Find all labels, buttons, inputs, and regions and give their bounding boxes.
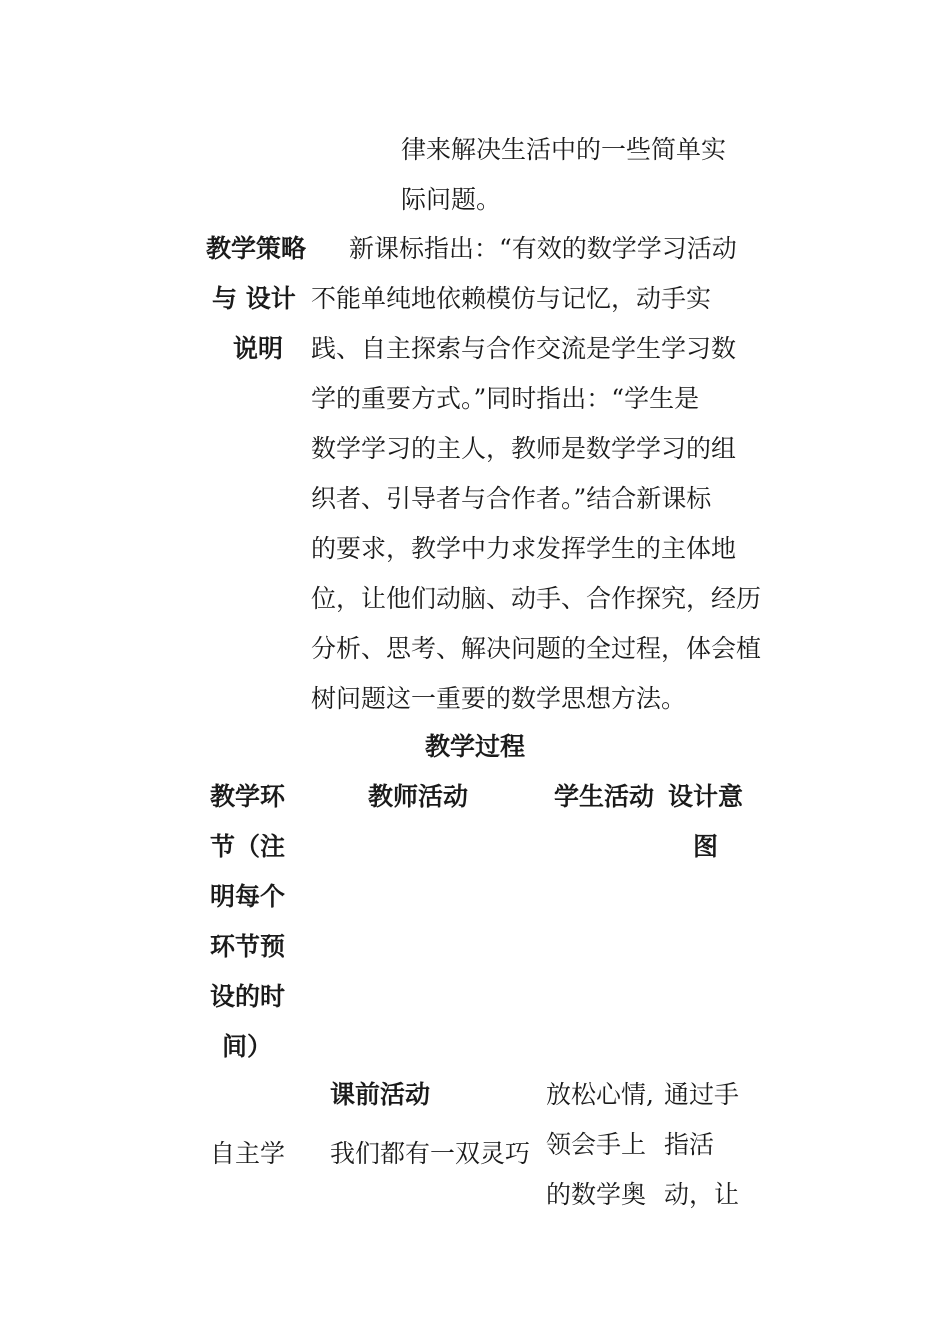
header-line: 间） bbox=[222, 1032, 273, 1061]
header-teacher: 教师活动 bbox=[368, 782, 469, 811]
header-intent bbox=[668, 772, 743, 872]
text-line: 新课标指出：“有效的数学学习活动 bbox=[349, 234, 737, 263]
header-line: 教学环 bbox=[210, 782, 286, 811]
strategy-label-line-1: 教学策略 bbox=[206, 234, 307, 263]
design-intent-cell bbox=[664, 1070, 739, 1220]
text-line: 织者、引导者与合作者。”结合新课标 bbox=[311, 484, 712, 513]
header-line: 图 bbox=[693, 832, 719, 861]
text-line: 的要求，教学中力求发挥学生的主体地 bbox=[311, 534, 737, 563]
strategy-label-line-2: 与 设计 bbox=[212, 284, 296, 313]
stage-cell: 自主学 bbox=[210, 1139, 286, 1168]
text-line: 分析、思考、解决问题的全过程，体会植 bbox=[311, 634, 762, 663]
text-line: 位，让他们动脑、动手、合作探究，经历 bbox=[311, 584, 762, 613]
text-line: 数学学习的主人，教师是数学学习的组 bbox=[311, 434, 737, 463]
text-line: 指活 bbox=[664, 1130, 715, 1159]
text-line: 践、自主探索与合作交流是学生学习数 bbox=[311, 334, 737, 363]
text-line: 学的重要方式。”同时指出：“学生是 bbox=[311, 384, 700, 413]
text-line: 领会手上 bbox=[546, 1130, 647, 1159]
header-line: 环节预 bbox=[210, 932, 286, 961]
text-line: 树问题这一重要的数学思想方法。 bbox=[311, 684, 687, 713]
header-stage bbox=[210, 772, 285, 1072]
header-line: 设计意 bbox=[668, 782, 744, 811]
text-line: 律来解决生活中的一些简单实 bbox=[401, 135, 727, 164]
header-line: 明每个 bbox=[210, 882, 286, 911]
text-line: 放松心情, bbox=[546, 1080, 654, 1109]
text-line: 不能单纯地依赖模仿与记忆，动手实 bbox=[311, 284, 712, 313]
strategy-body bbox=[311, 224, 761, 724]
section-title: 教学过程 bbox=[425, 732, 526, 761]
text-line: 通过手 bbox=[664, 1080, 740, 1109]
text-line: 际问题。 bbox=[401, 185, 502, 214]
text-line: 动，让 bbox=[664, 1180, 740, 1209]
student-activity-cell bbox=[546, 1070, 654, 1220]
teacher-activity-text: 我们都有一双灵巧 bbox=[330, 1139, 531, 1168]
strategy-label-line-3: 说明 bbox=[233, 334, 284, 363]
text-line: 的数学奥 bbox=[546, 1180, 647, 1209]
header-student: 学生活动 bbox=[554, 782, 655, 811]
header-line: 节（注 bbox=[210, 832, 286, 861]
teacher-activity-title: 课前活动 bbox=[330, 1080, 431, 1109]
header-line: 设的时 bbox=[210, 982, 286, 1011]
continuation-text bbox=[401, 125, 726, 225]
